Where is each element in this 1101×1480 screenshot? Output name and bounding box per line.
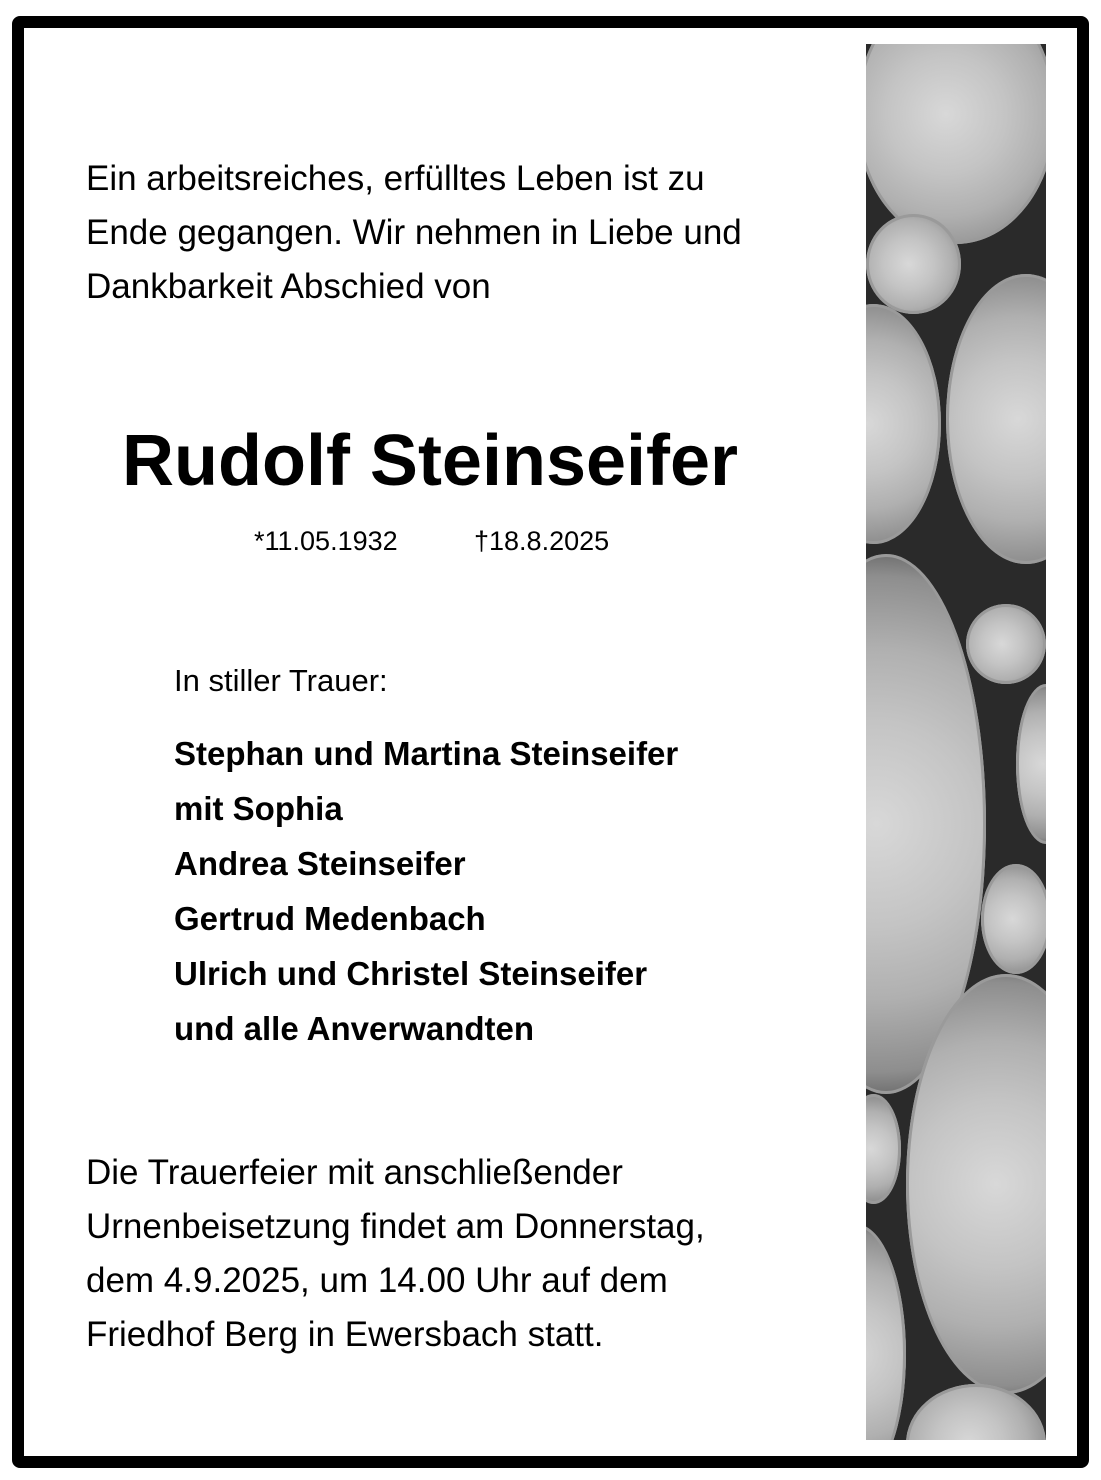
ceremony-line: dem 4.9.2025, um 14.00 Uhr auf dem bbox=[86, 1261, 668, 1300]
mourners-list bbox=[174, 726, 678, 1056]
intro-line: Ende gegangen. Wir nehmen in Liebe und bbox=[86, 213, 742, 252]
ceremony-line: Die Trauerfeier mit anschließender bbox=[86, 1153, 623, 1192]
deceased-name: Rudolf Steinseifer bbox=[122, 421, 739, 501]
mourner: Stephan und Martina Steinseifer bbox=[174, 735, 679, 772]
mourner: Andrea Steinseifer bbox=[174, 845, 466, 882]
birth-date: *11.05.1932 bbox=[254, 526, 398, 556]
wood-logs-image bbox=[866, 44, 1046, 1440]
mourning-label: In stiller Trauer: bbox=[174, 663, 388, 698]
mourner: Ulrich und Christel Steinseifer bbox=[174, 955, 648, 992]
intro-text bbox=[86, 152, 742, 314]
ceremony-text bbox=[86, 1146, 705, 1362]
mourner: Gertrud Medenbach bbox=[174, 900, 486, 937]
ceremony-line: Urnenbeisetzung findet am Donnerstag, bbox=[86, 1207, 705, 1246]
ceremony-line: Friedhof Berg in Ewersbach statt. bbox=[86, 1315, 604, 1354]
mourner: und alle Anverwandten bbox=[174, 1010, 535, 1047]
mourner: mit Sophia bbox=[174, 790, 343, 827]
death-date: †18.8.2025 bbox=[474, 526, 610, 556]
intro-line: Dankbarkeit Abschied von bbox=[86, 267, 491, 306]
intro-line: Ein arbeitsreiches, erfülltes Leben ist zu bbox=[86, 159, 705, 198]
